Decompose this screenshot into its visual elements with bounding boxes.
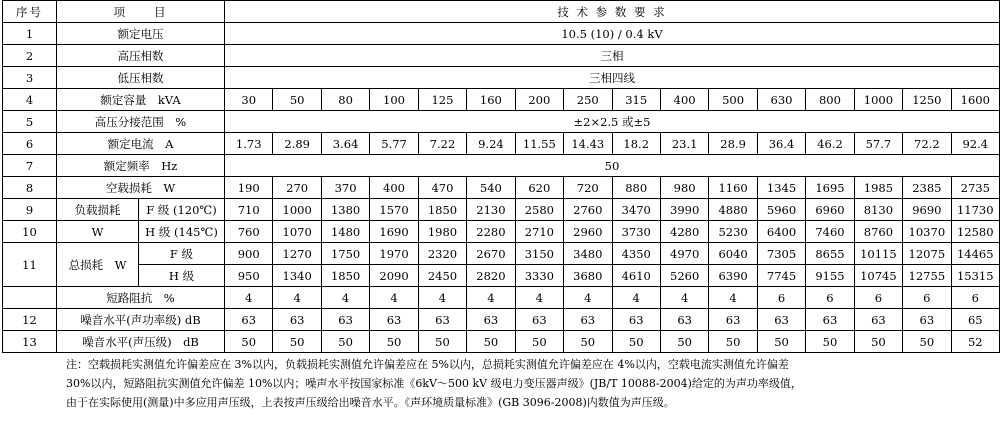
- value-cell: 2760: [564, 199, 612, 221]
- value-cell: 14465: [951, 243, 999, 265]
- value-cell: 63: [225, 309, 273, 331]
- value-cell: 50: [370, 331, 418, 353]
- value-cell: 46.2: [806, 133, 854, 155]
- value-cell: 72.2: [903, 133, 951, 155]
- value-cell: 500: [709, 89, 757, 111]
- row-impedance: [3, 287, 1000, 309]
- value-cell: 63: [515, 309, 563, 331]
- value-cell: 3990: [660, 199, 708, 221]
- value-cell: 2090: [370, 265, 418, 287]
- value-cell: 9690: [903, 199, 951, 221]
- value-cell: 2280: [467, 221, 515, 243]
- value-cell: 800: [806, 89, 854, 111]
- value-cell: 11.55: [515, 133, 563, 155]
- value-cell: 1250: [903, 89, 951, 111]
- value-cell: 1570: [370, 199, 418, 221]
- value-cell: 5230: [709, 221, 757, 243]
- value-cell: 2735: [951, 177, 999, 199]
- row-r10: [3, 221, 1000, 243]
- value-cell: 1850: [418, 199, 466, 221]
- row-r4: [3, 89, 1000, 111]
- value-cell: 50: [515, 331, 563, 353]
- row-number: 6: [3, 133, 57, 155]
- value-cell: 1985: [854, 177, 902, 199]
- value-cell: 11730: [951, 199, 999, 221]
- value-cell: 400: [370, 177, 418, 199]
- row-r2: [3, 45, 1000, 67]
- value-cell: 6390: [709, 265, 757, 287]
- value-cell: 270: [273, 177, 321, 199]
- value-cell: 8130: [854, 199, 902, 221]
- value-cell: 4: [225, 287, 273, 309]
- value-cell: 18.2: [612, 133, 660, 155]
- value-cell: 1270: [273, 243, 321, 265]
- load-loss-unit: W: [57, 221, 139, 243]
- value-cell: 4: [660, 287, 708, 309]
- value-cell: 63: [806, 309, 854, 331]
- row-label: 短路阻抗 %: [57, 287, 225, 309]
- row-value: 三相: [225, 45, 1000, 67]
- row-number: 11: [3, 243, 57, 287]
- row-number: 5: [3, 111, 57, 133]
- value-cell: 12580: [951, 221, 999, 243]
- value-cell: 36.4: [757, 133, 805, 155]
- value-cell: 10745: [854, 265, 902, 287]
- row-number: 4: [3, 89, 57, 111]
- value-cell: 250: [564, 89, 612, 111]
- value-cell: 3470: [612, 199, 660, 221]
- value-cell: 2130: [467, 199, 515, 221]
- row-r13: [3, 331, 1000, 353]
- value-cell: 4: [564, 287, 612, 309]
- value-cell: 630: [757, 89, 805, 111]
- row-r8: [3, 177, 1000, 199]
- note-line-1: 注：空载损耗实测值允许偏差应在 3%以内，负载损耗实测值允许偏差应在 5%以内，总损耗实测值允许偏差应在 4%以内，空载电流实测值允许偏差: [66, 358, 789, 371]
- value-cell: 1970: [370, 243, 418, 265]
- row-label: 总损耗 W: [57, 243, 139, 287]
- value-cell: 30: [225, 89, 273, 111]
- value-cell: 50: [612, 331, 660, 353]
- value-cell: 65: [951, 309, 999, 331]
- value-cell: 4: [370, 287, 418, 309]
- value-cell: 2710: [515, 221, 563, 243]
- value-cell: 80: [321, 89, 369, 111]
- value-cell: 15315: [951, 265, 999, 287]
- value-cell: 125: [418, 89, 466, 111]
- value-cell: 190: [225, 177, 273, 199]
- value-cell: 50: [418, 331, 466, 353]
- value-cell: 7.22: [418, 133, 466, 155]
- value-cell: 720: [564, 177, 612, 199]
- value-cell: 50: [854, 331, 902, 353]
- value-cell: 50: [467, 331, 515, 353]
- value-cell: 370: [321, 177, 369, 199]
- row-r11-f: [3, 243, 1000, 265]
- value-cell: 4: [515, 287, 563, 309]
- header-requirements: 技 术 参 数 要 求: [225, 1, 1000, 23]
- row-label: 高压分接范围 %: [57, 111, 225, 133]
- value-cell: 6040: [709, 243, 757, 265]
- value-cell: 6: [806, 287, 854, 309]
- value-cell: 1980: [418, 221, 466, 243]
- value-cell: 200: [515, 89, 563, 111]
- value-cell: 2385: [903, 177, 951, 199]
- value-cell: 2450: [418, 265, 466, 287]
- row-r11-h: [3, 265, 1000, 287]
- row-label: 噪音水平(声压级) dB: [57, 331, 225, 353]
- row-number: 8: [3, 177, 57, 199]
- value-cell: 4: [321, 287, 369, 309]
- value-cell: 7460: [806, 221, 854, 243]
- row-number: 7: [3, 155, 57, 177]
- value-cell: 52: [951, 331, 999, 353]
- row-number: [3, 287, 57, 309]
- value-cell: 63: [370, 309, 418, 331]
- value-cell: 6960: [806, 199, 854, 221]
- note-line-2: 30%以内，短路阻抗实测值允许偏差 10%以内；噪声水平按国家标准《6kV～500 kV 级电力变压器声级》(JB/T 10088-2004)给定的为声功率级值，: [66, 377, 802, 390]
- value-cell: 4: [709, 287, 757, 309]
- value-cell: 3150: [515, 243, 563, 265]
- value-cell: 3330: [515, 265, 563, 287]
- value-cell: 2.89: [273, 133, 321, 155]
- value-cell: 1690: [370, 221, 418, 243]
- value-cell: 1.73: [225, 133, 273, 155]
- value-cell: 63: [903, 309, 951, 331]
- load-loss-label: 负载损耗: [57, 199, 139, 221]
- value-cell: 710: [225, 199, 273, 221]
- value-cell: 315: [612, 89, 660, 111]
- value-cell: 4610: [612, 265, 660, 287]
- row-label: 额定容量 kVA: [57, 89, 225, 111]
- row-value: 50: [225, 155, 1000, 177]
- value-cell: 50: [709, 331, 757, 353]
- value-cell: 12075: [903, 243, 951, 265]
- notes: [66, 355, 996, 412]
- row-number: 2: [3, 45, 57, 67]
- row-label: 噪音水平(声功率级) dB: [57, 309, 225, 331]
- value-cell: 12755: [903, 265, 951, 287]
- value-cell: 100: [370, 89, 418, 111]
- value-cell: 1380: [321, 199, 369, 221]
- value-cell: 2960: [564, 221, 612, 243]
- value-cell: 50: [564, 331, 612, 353]
- spec-table: [2, 0, 1000, 353]
- row-r3: [3, 67, 1000, 89]
- value-cell: 4970: [660, 243, 708, 265]
- value-cell: 3680: [564, 265, 612, 287]
- value-cell: 63: [709, 309, 757, 331]
- value-cell: 1160: [709, 177, 757, 199]
- row-label: 额定电压: [57, 23, 225, 45]
- value-cell: 50: [806, 331, 854, 353]
- value-cell: 8760: [854, 221, 902, 243]
- value-cell: 900: [225, 243, 273, 265]
- value-cell: 4: [612, 287, 660, 309]
- value-cell: 3730: [612, 221, 660, 243]
- header-row: [3, 1, 1000, 23]
- value-cell: 3480: [564, 243, 612, 265]
- value-cell: 1480: [321, 221, 369, 243]
- value-cell: 980: [660, 177, 708, 199]
- value-cell: 5260: [660, 265, 708, 287]
- value-cell: 400: [660, 89, 708, 111]
- value-cell: 7305: [757, 243, 805, 265]
- value-cell: 63: [418, 309, 466, 331]
- row-number: 1: [3, 23, 57, 45]
- value-cell: 10115: [854, 243, 902, 265]
- value-cell: 4880: [709, 199, 757, 221]
- row-r1: [3, 23, 1000, 45]
- value-cell: 50: [660, 331, 708, 353]
- value-cell: 6400: [757, 221, 805, 243]
- value-cell: 63: [273, 309, 321, 331]
- value-cell: 9155: [806, 265, 854, 287]
- value-cell: 50: [321, 331, 369, 353]
- value-cell: 4: [273, 287, 321, 309]
- value-cell: 8655: [806, 243, 854, 265]
- value-cell: 1345: [757, 177, 805, 199]
- value-cell: 540: [467, 177, 515, 199]
- row-value: ±2×2.5 或±5: [225, 111, 1000, 133]
- value-cell: 50: [273, 331, 321, 353]
- value-cell: 63: [321, 309, 369, 331]
- value-cell: 880: [612, 177, 660, 199]
- value-cell: 5.77: [370, 133, 418, 155]
- value-cell: 28.9: [709, 133, 757, 155]
- header-item: 项 目: [57, 1, 225, 23]
- value-cell: 760: [225, 221, 273, 243]
- value-cell: 23.1: [660, 133, 708, 155]
- value-cell: 6: [951, 287, 999, 309]
- row-r6: [3, 133, 1000, 155]
- row-label: 高压相数: [57, 45, 225, 67]
- value-cell: 5960: [757, 199, 805, 221]
- row-number: 13: [3, 331, 57, 353]
- value-cell: 1850: [321, 265, 369, 287]
- row-sublabel: H 级: [139, 265, 225, 287]
- value-cell: 1000: [273, 199, 321, 221]
- value-cell: 470: [418, 177, 466, 199]
- value-cell: 2320: [418, 243, 466, 265]
- value-cell: 4280: [660, 221, 708, 243]
- value-cell: 4: [418, 287, 466, 309]
- value-cell: 63: [660, 309, 708, 331]
- value-cell: 63: [564, 309, 612, 331]
- row-label: 额定频率 Hz: [57, 155, 225, 177]
- value-cell: 1340: [273, 265, 321, 287]
- value-cell: 2820: [467, 265, 515, 287]
- value-cell: 9.24: [467, 133, 515, 155]
- row-value: 10.5 (10) / 0.4 kV: [225, 23, 1000, 45]
- note-line-3: 由于在实际使用(测量)中多应用声压级，上表按声压级给出噪音水平。《声环境质量标准》(GB 3096-2008)内数值为声压级。: [66, 396, 675, 409]
- value-cell: 4350: [612, 243, 660, 265]
- row-r12: [3, 309, 1000, 331]
- row-sublabel: H 级 (145℃): [139, 221, 225, 243]
- value-cell: 50: [273, 89, 321, 111]
- row-value: 三相四线: [225, 67, 1000, 89]
- value-cell: 2670: [467, 243, 515, 265]
- value-cell: 6: [903, 287, 951, 309]
- value-cell: 50: [757, 331, 805, 353]
- row-r5: [3, 111, 1000, 133]
- value-cell: 1695: [806, 177, 854, 199]
- value-cell: 92.4: [951, 133, 999, 155]
- value-cell: 50: [903, 331, 951, 353]
- value-cell: 1750: [321, 243, 369, 265]
- value-cell: 4: [467, 287, 515, 309]
- row-r9: [3, 199, 1000, 221]
- row-label: 额定电流 A: [57, 133, 225, 155]
- row-number: 10: [3, 221, 57, 243]
- value-cell: 14.43: [564, 133, 612, 155]
- value-cell: 2580: [515, 199, 563, 221]
- value-cell: 50: [225, 331, 273, 353]
- value-cell: 160: [467, 89, 515, 111]
- value-cell: 6: [757, 287, 805, 309]
- value-cell: 3.64: [321, 133, 369, 155]
- value-cell: 63: [854, 309, 902, 331]
- value-cell: 6: [854, 287, 902, 309]
- value-cell: 1000: [854, 89, 902, 111]
- row-r7: [3, 155, 1000, 177]
- value-cell: 10370: [903, 221, 951, 243]
- row-label: 低压相数: [57, 67, 225, 89]
- value-cell: 1600: [951, 89, 999, 111]
- value-cell: 1070: [273, 221, 321, 243]
- row-sublabel: F 级 (120℃): [139, 199, 225, 221]
- value-cell: 620: [515, 177, 563, 199]
- value-cell: 950: [225, 265, 273, 287]
- row-sublabel: F 级: [139, 243, 225, 265]
- row-number: 9: [3, 199, 57, 221]
- value-cell: 7745: [757, 265, 805, 287]
- value-cell: 63: [612, 309, 660, 331]
- header-seq: 序号: [3, 1, 57, 23]
- value-cell: 63: [757, 309, 805, 331]
- row-label: 空载损耗 W: [57, 177, 225, 199]
- value-cell: 57.7: [854, 133, 902, 155]
- value-cell: 63: [467, 309, 515, 331]
- row-number: 3: [3, 67, 57, 89]
- row-number: 12: [3, 309, 57, 331]
